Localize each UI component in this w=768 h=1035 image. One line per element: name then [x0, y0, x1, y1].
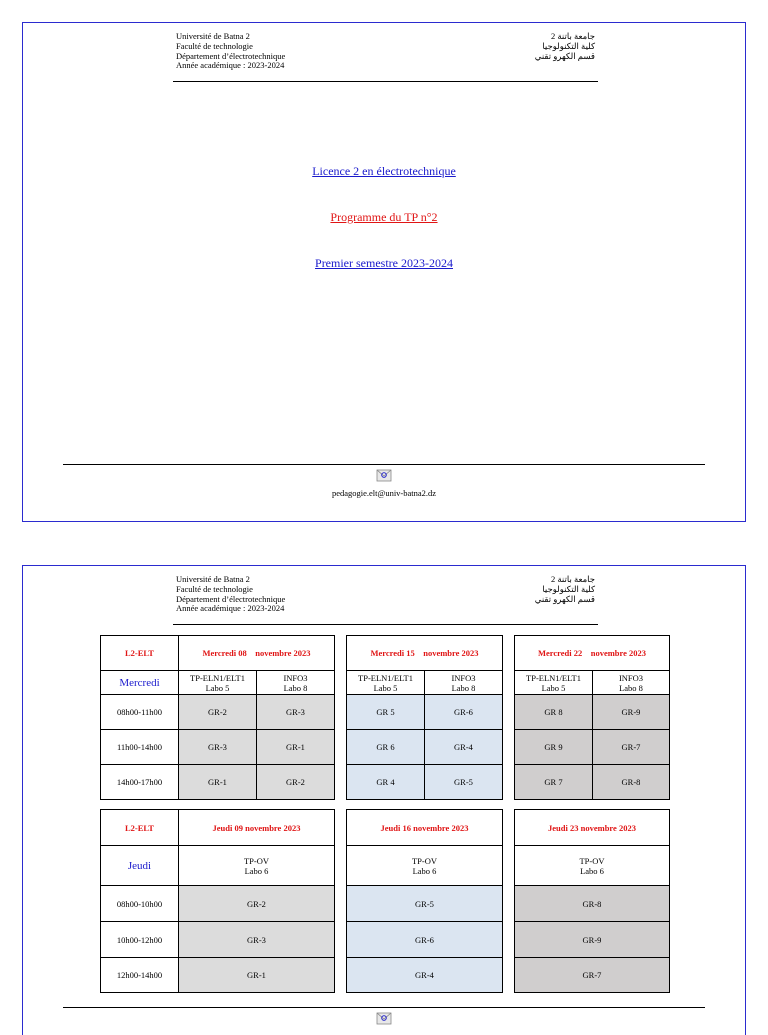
university-name: Université de Batna 2 — [176, 31, 250, 41]
group-cell: GR-5 — [347, 886, 503, 922]
group-cell: GR-2 — [257, 765, 335, 800]
group-cell: GR-5 — [425, 765, 503, 800]
university-name: Université de Batna 2 — [176, 574, 250, 584]
table-header-row — [101, 810, 670, 846]
group-cell: GR-4 — [347, 958, 503, 993]
group-cell: GR-1 — [179, 958, 335, 993]
cover-page — [22, 22, 746, 522]
day-name: Jeudi — [101, 846, 179, 886]
group-label: L2-ELT — [101, 810, 179, 846]
group-cell: GR-7 — [593, 730, 670, 765]
group-cell: GR 9 — [515, 730, 593, 765]
time-slot: 11h00-14h00 — [101, 730, 179, 765]
group-cell: GR-8 — [515, 886, 670, 922]
department-name-ar: قسم الكهرو تقني — [534, 593, 595, 604]
time-slot: 08h00-10h00 — [101, 886, 179, 922]
time-slot: 08h00-11h00 — [101, 695, 179, 730]
subject-name: TP-ELN1/ELT1 — [358, 672, 413, 683]
subject-name: INFO3 — [618, 672, 644, 683]
group-cell: GR-2 — [179, 886, 335, 922]
date-header: Jeudi 09 novembre 2023 — [179, 810, 335, 846]
time-slot: 10h00-12h00 — [101, 922, 179, 958]
subject-cell — [347, 671, 425, 695]
subject-name: TP-ELN1/ELT1 — [190, 672, 245, 683]
group-cell: GR 5 — [347, 695, 425, 730]
subject-cell — [515, 846, 670, 886]
header-arabic — [535, 32, 595, 61]
footer-email[interactable]: pedagogie.elt@univ-batna2.dz — [331, 488, 437, 498]
header-french — [176, 575, 285, 614]
lab-name: Labo 8 — [283, 682, 308, 693]
group-cell: GR-6 — [425, 695, 503, 730]
tp-title[interactable]: Programme du TP n°2 — [330, 210, 438, 224]
group-cell: GR 4 — [347, 765, 425, 800]
lab-name: Labo 5 — [373, 682, 398, 693]
group-cell: GR-2 — [179, 695, 257, 730]
group-label: L2-ELT — [101, 636, 179, 671]
group-cell: GR 6 — [347, 730, 425, 765]
table-row — [101, 922, 670, 958]
header-arabic — [535, 575, 595, 604]
subject-cell — [347, 846, 503, 886]
subject-cell — [425, 671, 503, 695]
subject-cell — [179, 671, 257, 695]
envelope-at-icon — [376, 1011, 392, 1025]
group-cell: GR 7 — [515, 765, 593, 800]
university-name-ar: جامعة باتنة 2 — [551, 31, 595, 41]
lab-name: Labo 8 — [451, 682, 476, 693]
page-header — [173, 574, 598, 625]
jeudi-schedule-table — [100, 809, 670, 993]
group-cell: GR-4 — [425, 730, 503, 765]
group-cell: GR-6 — [347, 922, 503, 958]
table-row — [101, 958, 670, 993]
group-cell: GR-9 — [593, 695, 670, 730]
footer-divider — [63, 464, 705, 465]
faculty-name-ar: كلية التكنولوجيا — [542, 40, 595, 51]
faculty-name: Faculté de technologie — [176, 583, 253, 594]
lab-name: Labo 6 — [244, 865, 269, 876]
time-slot: 12h00-14h00 — [101, 958, 179, 993]
table-row — [101, 730, 670, 765]
subject-name: TP-ELN1/ELT1 — [526, 672, 581, 683]
group-cell: GR-9 — [515, 922, 670, 958]
lab-name: Labo 6 — [412, 865, 437, 876]
university-name-ar: جامعة باتنة 2 — [551, 574, 595, 584]
department-name: Département d’électrotechnique — [176, 50, 286, 61]
time-slot: 14h00-17h00 — [101, 765, 179, 800]
academic-year: Année académique : 2023-2024 — [176, 60, 285, 71]
page-header — [173, 31, 598, 82]
group-cell: GR-1 — [257, 730, 335, 765]
subject-cell — [593, 671, 670, 695]
subject-name: TP-OV — [579, 855, 605, 866]
department-name: Département d’électrotechnique — [176, 593, 286, 604]
date-header: Jeudi 16 novembre 2023 — [347, 810, 503, 846]
group-cell: GR-3 — [179, 730, 257, 765]
date-header: Jeudi 23 novembre 2023 — [515, 810, 670, 846]
faculty-name-ar: كلية التكنولوجيا — [542, 583, 595, 594]
footer-divider — [63, 1007, 705, 1008]
table-row — [101, 765, 670, 800]
academic-year: Année académique : 2023-2024 — [176, 603, 285, 614]
group-cell: GR-1 — [179, 765, 257, 800]
subject-cell — [515, 671, 593, 695]
subject-name: INFO3 — [283, 672, 308, 683]
envelope-at-icon — [376, 468, 392, 482]
lab-name: Labo 6 — [580, 865, 604, 876]
subject-name: TP-OV — [411, 855, 438, 866]
group-cell: GR 8 — [515, 695, 593, 730]
subject-row — [101, 846, 670, 886]
lab-name: Labo 5 — [541, 682, 566, 693]
table-row — [101, 695, 670, 730]
table-row — [101, 886, 670, 922]
lab-name: Labo 5 — [205, 682, 230, 693]
group-cell: GR-8 — [593, 765, 670, 800]
semester-title[interactable]: Premier semestre 2023-2024 — [315, 256, 453, 270]
subject-name: TP-OV — [243, 855, 270, 866]
subject-name: INFO3 — [451, 672, 476, 683]
day-name: Mercredi — [101, 671, 179, 695]
date-header: Mercredi 08 novembre 2023 — [179, 636, 335, 671]
department-name-ar: قسم الكهرو تقني — [534, 50, 595, 61]
mercredi-schedule-table — [100, 635, 670, 800]
date-header: Mercredi 15 novembre 2023 — [347, 636, 503, 671]
group-cell: GR-3 — [179, 922, 335, 958]
subject-cell — [179, 846, 335, 886]
group-cell: GR-3 — [257, 695, 335, 730]
header-french — [176, 32, 285, 71]
subject-cell — [257, 671, 335, 695]
subject-row — [101, 671, 670, 695]
schedule-page — [22, 565, 746, 1035]
date-header: Mercredi 22 novembre 2023 — [515, 636, 670, 671]
group-cell: GR-7 — [515, 958, 670, 993]
table-header-row — [101, 636, 670, 671]
faculty-name: Faculté de technologie — [176, 40, 253, 51]
lab-name: Labo 8 — [619, 682, 643, 693]
program-title[interactable]: Licence 2 en électrotechnique — [312, 164, 456, 178]
